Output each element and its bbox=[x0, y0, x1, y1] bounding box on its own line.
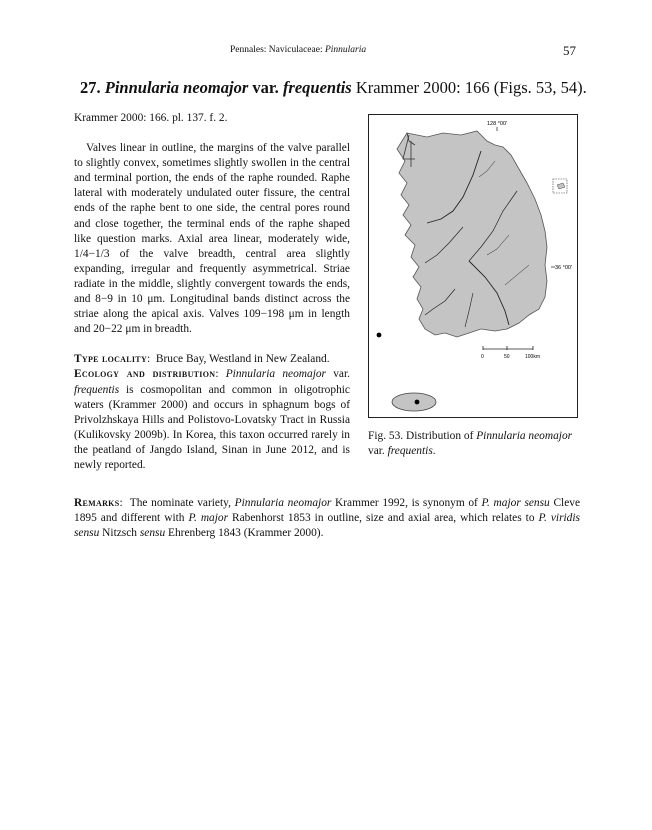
ulleung-island bbox=[557, 183, 565, 189]
description-paragraph: Valves linear in outline, the margins of the valve parallel to slightly convex, sometimes slightly swollen in the central and terminal portion, the ends of the raphe rounded. Raphe lateral with moderately undulated outer fissure, the central ends of the raphe bent to one side, the central pores round and close together, the terminal ends of the raphe shaped like question marks. Axial area linear, moderately wide, 1/4−1/3 of the valve breadth, central area slightly expanding, irregular and frequently asymmetrical. Striae radiate in the middle, slightly convergent towards the ends, and 8−9 in 10 μm. Longitudinal bands distinct across the striae along the apical axis. Valves 109−198 μm in length and 20−22 μm in breadth. bbox=[74, 142, 350, 336]
type-locality-paragraph: Type locality: Bruce Bay, Westland in New Zealand. bbox=[74, 353, 330, 366]
running-head: Pennales: Naviculaceae: Pinnularia bbox=[230, 45, 367, 55]
jeju-island bbox=[392, 393, 436, 411]
species-heading: 27. Pinnularia neomajor var. frequentis Krammer 2000: 166 (Figs. 53, 54). bbox=[80, 78, 587, 97]
figure-caption: Fig. 53. Distribution of Pinnularia neomajor var. frequentis. bbox=[368, 430, 573, 457]
running-header bbox=[0, 45, 652, 63]
korean-peninsula-landmass bbox=[397, 131, 547, 337]
scale-label: 0 bbox=[481, 354, 484, 360]
left-column bbox=[74, 111, 350, 473]
scale-label: 50 bbox=[504, 354, 510, 360]
longitude-label: 128 °00' bbox=[487, 121, 508, 127]
jeju-record-dot bbox=[415, 400, 420, 405]
ecology-paragraph: Ecology and distribution: Pinnularia neomajor var. frequentis is cosmopolitan and common in oligotrophic waters (Krammer 2000) and occurs in sphagnum bogs of Privolzhskaya Hills and Polistovo-Lovatsky Tract in Russia (Kulikovsky 2009b). In Korea, this taxon occurred rarely in the peatland of Jangdo Island, Sinan in June 2012, and is newly reported. bbox=[74, 368, 350, 471]
remarks-paragraph: Remarks: The nominate variety, Pinnularia neomajor Krammer 1992, is synonym of P. major sensu Cleve 1895 and different with P. major Rabenhorst 1853 in outline, size and axial area, which relates to P. viridis sensu Nitzsch sensu Ehrenberg 1843 (Krammer 2000). bbox=[74, 497, 581, 540]
korea-distribution-map bbox=[369, 115, 579, 419]
reference-line: Krammer 2000: 166. pl. 137. f. 2. bbox=[74, 112, 228, 124]
page-number: 57 bbox=[563, 43, 576, 58]
scale-label: 100km bbox=[525, 354, 541, 360]
jangdo-record-dot bbox=[377, 333, 382, 338]
latitude-label: 36 °00' bbox=[555, 265, 573, 271]
distribution-map-figure bbox=[368, 114, 578, 418]
